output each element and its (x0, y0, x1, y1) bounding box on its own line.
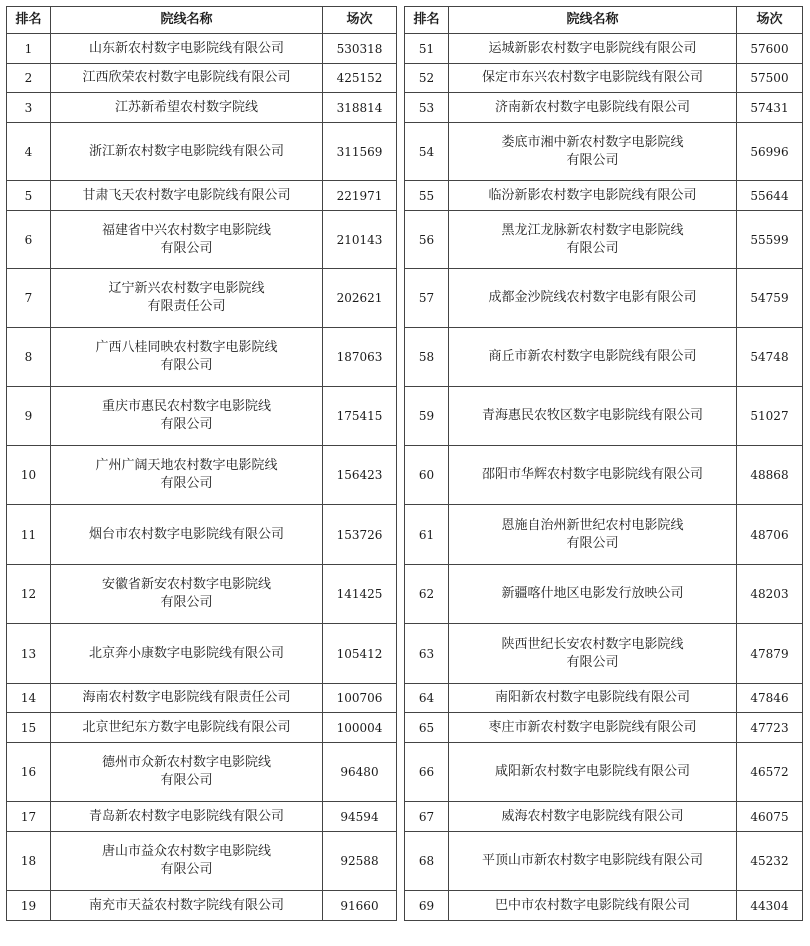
chain-name-cell (449, 123, 737, 181)
chain-name-cell (51, 181, 323, 211)
table-row (405, 328, 803, 387)
chain-name-line: 商丘市新农村数字电影院线有限公司 (488, 349, 697, 364)
table-row (7, 34, 397, 64)
chain-name-line: 新疆喀什地区电影发行放映公司 (501, 586, 684, 601)
screening-count-cell: 100706 (323, 684, 397, 713)
screening-count-cell: 47723 (737, 713, 803, 743)
chain-name-line: 江苏新希望农村数字院线 (114, 99, 258, 115)
screening-count-cell: 46075 (737, 802, 803, 832)
screening-count-cell: 202621 (323, 269, 397, 328)
screening-count-cell: 56996 (737, 123, 803, 181)
screening-count-cell: 187063 (323, 328, 397, 387)
table-row (7, 269, 397, 328)
chain-name-line: 海南农村数字电影院线有限责任公司 (82, 690, 291, 705)
rank-cell: 52 (405, 64, 449, 93)
ranking-table-left (6, 6, 397, 921)
screening-count-cell: 175415 (323, 387, 397, 446)
rank-cell: 4 (7, 123, 51, 181)
header-rank: 排名 (405, 7, 449, 34)
chain-name-line: 有限公司 (160, 358, 213, 373)
chain-name-cell (51, 269, 323, 328)
chain-name-line: 有限公司 (160, 417, 213, 432)
table-row (7, 624, 397, 684)
table-row (7, 328, 397, 387)
screening-count-cell: 96480 (323, 743, 397, 802)
rank-cell: 2 (7, 64, 51, 93)
rank-cell: 11 (7, 505, 51, 565)
chain-name-line: 有限公司 (160, 476, 213, 491)
chain-name-line: 有限公司 (160, 240, 213, 256)
chain-name-cell (449, 64, 737, 93)
chain-name-cell (449, 269, 737, 328)
rank-cell: 59 (405, 387, 449, 446)
header-row (405, 7, 803, 34)
chain-name-cell (51, 505, 323, 565)
chain-name-cell (449, 211, 737, 269)
screening-count-cell: 57600 (737, 34, 803, 64)
rank-cell: 63 (405, 624, 449, 684)
chain-name-cell (51, 387, 323, 446)
rank-cell: 51 (405, 34, 449, 64)
chain-name-line: 广西八桂同映农村数字电影院线 (95, 340, 278, 355)
rank-cell: 69 (405, 891, 449, 921)
chain-name-line: 山东新农村数字电影院线有限公司 (88, 40, 284, 56)
chain-name-line: 平顶山市新农村数字电影院线有限公司 (481, 853, 703, 868)
screening-count-cell: 51027 (737, 387, 803, 446)
chain-name-line: 有限公司 (160, 595, 213, 610)
rank-cell: 64 (405, 684, 449, 713)
chain-name-line: 临汾新影农村数字电影院线有限公司 (488, 187, 697, 203)
table-row (7, 123, 397, 181)
screening-count-cell: 425152 (323, 64, 397, 93)
rank-cell: 17 (7, 802, 51, 832)
table-row (7, 743, 397, 802)
header-rank: 排名 (7, 7, 51, 34)
chain-name-line: 枣庄市新农村数字电影院线有限公司 (488, 719, 697, 735)
rank-cell: 62 (405, 565, 449, 624)
chain-name-cell (51, 891, 323, 921)
screening-count-cell: 48706 (737, 505, 803, 565)
screening-count-cell: 44304 (737, 891, 803, 921)
chain-name-cell (51, 713, 323, 743)
screening-count-cell: 153726 (323, 505, 397, 565)
rank-cell: 3 (7, 93, 51, 123)
chain-name-cell (449, 387, 737, 446)
chain-name-line: 娄底市湘中新农村数字电影院线 (501, 134, 684, 150)
screening-count-cell: 55644 (737, 181, 803, 211)
chain-name-cell (449, 93, 737, 123)
rank-cell: 57 (405, 269, 449, 328)
header-name: 院线名称 (449, 7, 737, 34)
chain-name-cell (449, 624, 737, 684)
chain-name-cell (51, 64, 323, 93)
rank-cell: 18 (7, 832, 51, 891)
chain-name-line: 运城新影农村数字电影院线有限公司 (488, 40, 697, 56)
table-row (405, 387, 803, 446)
rank-cell: 54 (405, 123, 449, 181)
chain-name-cell (449, 181, 737, 211)
rank-cell: 16 (7, 743, 51, 802)
chain-name-cell (449, 446, 737, 505)
rank-cell: 56 (405, 211, 449, 269)
rank-cell: 53 (405, 93, 449, 123)
screening-count-cell: 47879 (737, 624, 803, 684)
chain-name-cell (51, 93, 323, 123)
table-row (405, 624, 803, 684)
chain-name-line: 江西欣荣农村数字电影院线有限公司 (82, 70, 291, 85)
chain-name-cell (449, 684, 737, 713)
table-row (405, 93, 803, 123)
chain-name-line: 南阳新农村数字电影院线有限公司 (494, 690, 690, 705)
chain-name-line: 北京奔小康数字电影院线有限公司 (88, 645, 284, 661)
rank-cell: 13 (7, 624, 51, 684)
table-row (7, 211, 397, 269)
screening-count-cell: 105412 (323, 624, 397, 684)
screening-count-cell: 47846 (737, 684, 803, 713)
table-row (7, 505, 397, 565)
table-row (405, 34, 803, 64)
screening-count-cell: 54759 (737, 269, 803, 328)
chain-name-line: 重庆市惠民农村数字电影院线 (101, 399, 271, 414)
table-row (7, 713, 397, 743)
header-name: 院线名称 (51, 7, 323, 34)
chain-name-cell (51, 211, 323, 269)
chain-name-cell (449, 743, 737, 802)
chain-name-line: 辽宁新兴农村数字电影院线 (108, 281, 265, 296)
table-row (405, 64, 803, 93)
chain-name-line: 福建省中兴农村数字电影院线 (101, 222, 271, 238)
chain-name-cell (51, 34, 323, 64)
chain-name-line: 南充市天益农村数字院线有限公司 (88, 897, 284, 913)
chain-name-cell (449, 34, 737, 64)
chain-name-cell (449, 832, 737, 891)
chain-name-line: 威海农村数字电影院线有限公司 (501, 808, 684, 824)
ranking-table-right (404, 6, 803, 921)
chain-name-line: 济南新农村数字电影院线有限公司 (494, 99, 690, 115)
table-row (405, 446, 803, 505)
rank-cell: 1 (7, 34, 51, 64)
table-row (7, 684, 397, 713)
rank-cell: 14 (7, 684, 51, 713)
table-row (7, 446, 397, 505)
chain-name-cell (449, 328, 737, 387)
chain-name-line: 有限责任公司 (147, 299, 226, 314)
chain-name-line: 陕西世纪长安农村数字电影院线 (501, 636, 684, 652)
rank-cell: 5 (7, 181, 51, 211)
chain-name-cell (51, 565, 323, 624)
chain-name-cell (51, 123, 323, 181)
chain-name-line: 有限公司 (160, 773, 213, 788)
chain-name-line: 邵阳市华辉农村数字电影院线有限公司 (481, 467, 703, 482)
chain-name-cell (449, 505, 737, 565)
ranking-tables (6, 6, 804, 936)
screening-count-cell: 100004 (323, 713, 397, 743)
chain-name-cell (51, 684, 323, 713)
rank-cell: 60 (405, 446, 449, 505)
chain-name-cell (449, 565, 737, 624)
screening-count-cell: 54748 (737, 328, 803, 387)
screening-count-cell: 55599 (737, 211, 803, 269)
rank-cell: 15 (7, 713, 51, 743)
table-row (7, 832, 397, 891)
chain-name-cell (449, 891, 737, 921)
chain-name-line: 黑龙江龙脉新农村数字电影院线 (501, 222, 684, 238)
chain-name-line: 北京世纪东方数字电影院线有限公司 (82, 719, 291, 735)
screening-count-cell: 530318 (323, 34, 397, 64)
screening-count-cell: 221971 (323, 181, 397, 211)
screening-count-cell: 45232 (737, 832, 803, 891)
screening-count-cell: 311569 (323, 123, 397, 181)
table-row (7, 565, 397, 624)
chain-name-line: 烟台市农村数字电影院线有限公司 (88, 526, 284, 542)
chain-name-cell (51, 802, 323, 832)
chain-name-line: 成都金沙院线农村数字电影有限公司 (488, 290, 697, 305)
chain-name-line: 德州市众新农村数字电影院线 (101, 755, 271, 770)
header-count: 场次 (737, 7, 803, 34)
chain-name-line: 安徽省新安农村数字电影院线 (101, 577, 271, 592)
table-row (405, 802, 803, 832)
header-count: 场次 (323, 7, 397, 34)
rank-cell: 8 (7, 328, 51, 387)
chain-name-line: 巴中市农村数字电影院线有限公司 (494, 897, 690, 913)
screening-count-cell: 94594 (323, 802, 397, 832)
table-row (7, 802, 397, 832)
rank-cell: 55 (405, 181, 449, 211)
chain-name-line: 有限公司 (566, 240, 619, 256)
chain-name-line: 甘肃飞天农村数字电影院线有限公司 (82, 187, 291, 203)
screening-count-cell: 210143 (323, 211, 397, 269)
screening-count-cell: 48203 (737, 565, 803, 624)
table-row (7, 387, 397, 446)
chain-name-line: 保定市东兴农村数字电影院线有限公司 (481, 70, 703, 85)
table-row (405, 181, 803, 211)
chain-name-line: 青海惠民农牧区数字电影院线有限公司 (481, 408, 703, 423)
chain-name-cell (449, 802, 737, 832)
screening-count-cell: 318814 (323, 93, 397, 123)
table-row (7, 181, 397, 211)
screening-count-cell: 57500 (737, 64, 803, 93)
rank-cell: 6 (7, 211, 51, 269)
table-row (405, 269, 803, 328)
chain-name-line: 有限公司 (566, 654, 619, 670)
rank-cell: 12 (7, 565, 51, 624)
table-row (405, 713, 803, 743)
chain-name-line: 有限公司 (566, 535, 619, 551)
table-row (7, 93, 397, 123)
chain-name-line: 青岛新农村数字电影院线有限公司 (88, 808, 284, 824)
chain-name-cell (449, 713, 737, 743)
screening-count-cell: 57431 (737, 93, 803, 123)
chain-name-line: 有限公司 (566, 152, 619, 168)
table-row (405, 891, 803, 921)
rank-cell: 65 (405, 713, 449, 743)
table-row (405, 211, 803, 269)
rank-cell: 10 (7, 446, 51, 505)
chain-name-line: 广州广阔天地农村数字电影院线 (95, 458, 278, 473)
header-row (7, 7, 397, 34)
chain-name-cell (51, 832, 323, 891)
chain-name-cell (51, 743, 323, 802)
table-row (7, 891, 397, 921)
screening-count-cell: 91660 (323, 891, 397, 921)
screening-count-cell: 92588 (323, 832, 397, 891)
screening-count-cell: 156423 (323, 446, 397, 505)
rank-cell: 67 (405, 802, 449, 832)
rank-cell: 66 (405, 743, 449, 802)
table-row (405, 684, 803, 713)
chain-name-cell (51, 328, 323, 387)
table-row (405, 505, 803, 565)
screening-count-cell: 46572 (737, 743, 803, 802)
chain-name-line: 唐山市益众农村数字电影院线 (101, 844, 271, 859)
chain-name-line: 有限公司 (160, 862, 213, 877)
table-row (405, 123, 803, 181)
chain-name-cell (51, 446, 323, 505)
screening-count-cell: 48868 (737, 446, 803, 505)
rank-cell: 7 (7, 269, 51, 328)
table-row (405, 565, 803, 624)
chain-name-cell (51, 624, 323, 684)
chain-name-line: 咸阳新农村数字电影院线有限公司 (494, 764, 690, 779)
table-row (405, 832, 803, 891)
rank-cell: 19 (7, 891, 51, 921)
rank-cell: 61 (405, 505, 449, 565)
rank-cell: 68 (405, 832, 449, 891)
screening-count-cell: 141425 (323, 565, 397, 624)
rank-cell: 58 (405, 328, 449, 387)
table-row (7, 64, 397, 93)
rank-cell: 9 (7, 387, 51, 446)
table-row (405, 743, 803, 802)
chain-name-line: 恩施自治州新世纪农村电影院线 (501, 517, 684, 533)
chain-name-line: 浙江新农村数字电影院线有限公司 (88, 143, 284, 159)
